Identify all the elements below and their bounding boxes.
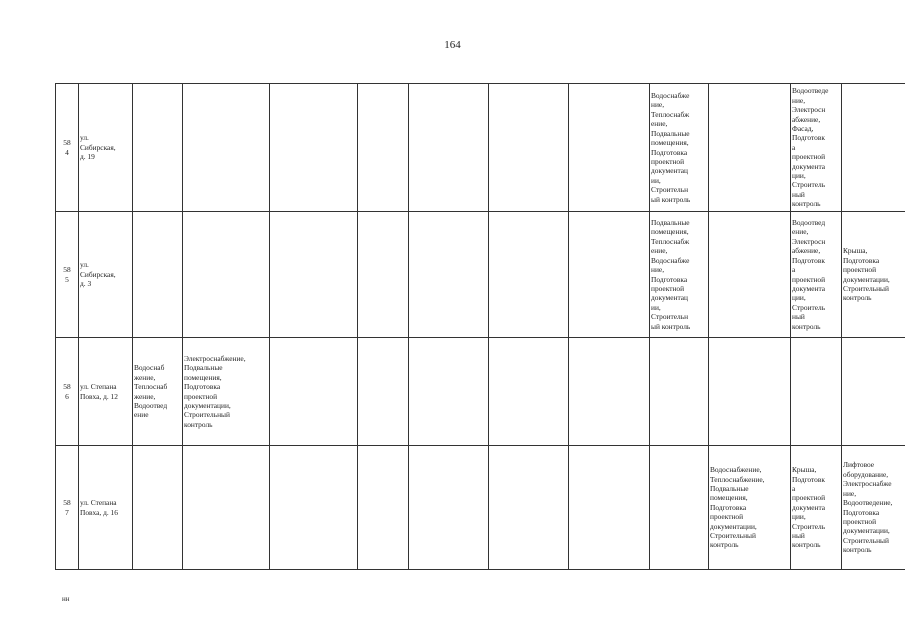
cell-col8 [489, 446, 569, 570]
cell-col3 [133, 446, 183, 570]
row-number-cell [56, 446, 79, 570]
cell-text: Лифтовое оборудование, Электроснабже ние, Водоотведение, Подготовка проектной документации, Строительный контроль [843, 460, 893, 555]
cell-col6 [358, 446, 409, 570]
cell-text: Крыша, Подготовк а проектной документа ции, Строитель ный контроль [792, 465, 826, 550]
cell-col12 [791, 338, 842, 446]
cell-col9 [569, 84, 650, 212]
cell-text: Подвальные помещения, Теплоснабж ение, Водоснабже ние, Подготовка проектной документац ии, Строительн ый контроль [651, 218, 691, 331]
cell-col13 [842, 212, 905, 338]
address-cell [79, 446, 133, 570]
cell-col12 [791, 212, 842, 338]
cell-col10 [650, 446, 709, 570]
cell-col9 [569, 446, 650, 570]
cell-col11 [709, 212, 791, 338]
cell-col11 [709, 84, 791, 212]
cell-col10 [650, 338, 709, 446]
cell-col6 [358, 338, 409, 446]
row-number-cell [56, 338, 79, 446]
cell-col4 [183, 212, 270, 338]
address: ул. Сибирская, д. 19 [80, 133, 116, 162]
cell-text: Водоснабжение, Теплоснабжение, Подвальные помещения, Подготовка проектной документации, Строительный контроль [710, 465, 765, 550]
cell-col3 [133, 212, 183, 338]
address: ул. Степана Повха, д. 16 [80, 498, 118, 517]
cell-col13 [842, 84, 905, 212]
cell-text: Водоотвед ение, Электросн абжение, Подготовк а проектной документа ции, Строитель ный контроль [792, 218, 826, 331]
cell-col3 [133, 338, 183, 446]
cell-col5 [270, 338, 358, 446]
cell-col8 [489, 338, 569, 446]
address-cell [79, 84, 133, 212]
page-footer: нн [62, 595, 70, 603]
table-row [56, 446, 905, 570]
cell-col6 [358, 84, 409, 212]
row-number: 58 4 [63, 138, 71, 157]
cell-col10 [650, 84, 709, 212]
row-number-cell [56, 212, 79, 338]
cell-col6 [358, 212, 409, 338]
cell-col9 [569, 212, 650, 338]
cell-col12 [791, 446, 842, 570]
row-number: 58 6 [63, 382, 71, 401]
capital-repair-table [55, 83, 905, 570]
cell-text: Водоснабже ние, Теплоснабж ение, Подвальные помещения, Подготовка проектной документац ии, Строительн ый контроль [651, 91, 691, 204]
table-row [56, 84, 905, 212]
cell-col13 [842, 446, 905, 570]
cell-col7 [409, 338, 489, 446]
cell-col5 [270, 84, 358, 212]
cell-col7 [409, 446, 489, 570]
row-number-cell [56, 84, 79, 212]
page-number: 164 [444, 39, 461, 51]
cell-col9 [569, 338, 650, 446]
address: ул. Сибирская, д. 3 [80, 260, 116, 289]
table-row [56, 338, 905, 446]
cell-col11 [709, 338, 791, 446]
row-number: 58 7 [63, 498, 71, 517]
cell-col5 [270, 212, 358, 338]
cell-col4 [183, 84, 270, 212]
cell-text: Электроснабжение, Подвальные помещения, Подготовка проектной документации, Строительный контроль [184, 353, 246, 429]
cell-col11 [709, 446, 791, 570]
row-number: 58 5 [63, 265, 71, 284]
cell-col8 [489, 212, 569, 338]
cell-col12 [791, 84, 842, 212]
address-cell [79, 212, 133, 338]
cell-col7 [409, 84, 489, 212]
cell-col8 [489, 84, 569, 212]
cell-text: Водоснаб жение, Теплоснаб жение, Водоотвед ение [134, 363, 168, 420]
cell-col10 [650, 212, 709, 338]
cell-col3 [133, 84, 183, 212]
cell-col5 [270, 446, 358, 570]
cell-col4 [183, 446, 270, 570]
cell-col13 [842, 338, 905, 446]
address: ул. Степана Повха, д. 12 [80, 382, 118, 401]
table-row [56, 212, 905, 338]
address-cell [79, 338, 133, 446]
cell-col4 [183, 338, 270, 446]
cell-text: Крыша, Подготовка проектной документации, Строительный контроль [843, 246, 890, 303]
cell-text: Водоотведе ние, Электросн абжение, Фасад, Подготовк а проектной документа ции, Строитель ный контроль [792, 86, 829, 209]
cell-col7 [409, 212, 489, 338]
